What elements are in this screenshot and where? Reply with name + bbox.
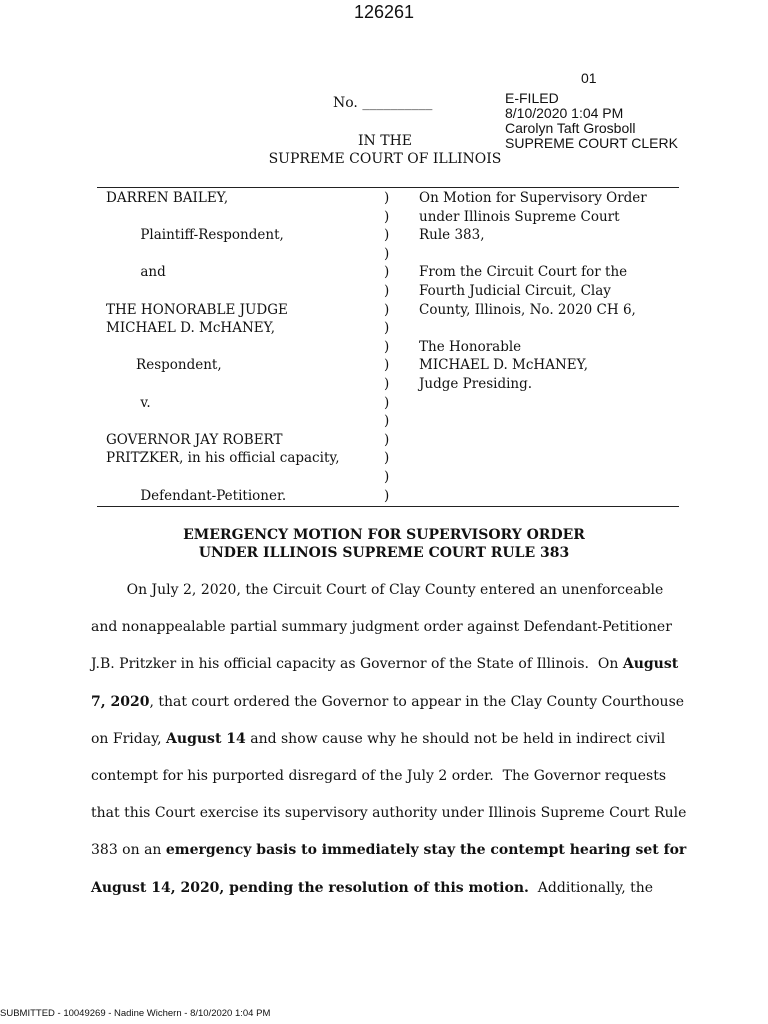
case-number-field: No. __________ <box>333 95 433 111</box>
caption-paren: ) <box>384 282 390 299</box>
body-bold-text: August 14, 2020, pending the resolution of this motion. <box>91 879 529 896</box>
caption-info-line: County, Illinois, No. 2020 CH 6, <box>419 301 636 318</box>
caption-party-line: and <box>106 264 166 281</box>
caption-info-line: Rule 383, <box>419 227 485 244</box>
caption-paren: ) <box>384 468 390 485</box>
efiled-line: Carolyn Taft Grosboll <box>505 120 636 136</box>
body-line <box>91 694 684 710</box>
body-text: that this Court exercise its supervisory authority under Illinois Supreme Court Rule <box>91 805 687 822</box>
court-heading-line: IN THE <box>358 133 412 149</box>
caption-paren: ) <box>384 394 390 411</box>
caption-top-rule <box>97 187 679 188</box>
caption-party-line <box>106 282 340 301</box>
body-line <box>91 619 672 635</box>
caption-court-info <box>419 189 647 394</box>
caption-paren: ) <box>384 208 390 225</box>
body-line <box>91 656 678 672</box>
caption-paren: ) <box>384 338 390 355</box>
caption-parties <box>106 189 340 505</box>
caption-info-line <box>419 319 647 338</box>
caption-paren: ) <box>384 431 390 448</box>
motion-title <box>0 526 768 562</box>
caption-paren: ) <box>384 264 390 281</box>
caption-party-line <box>106 375 340 394</box>
caption-paren: ) <box>384 375 390 392</box>
body-text: and nonappealable partial summary judgment order against Defendant-Petitioner <box>91 619 672 636</box>
caption-info-line: On Motion for Supervisory Order <box>419 190 647 206</box>
body-text: contempt for his purported disregard of the July 2 order. The Governor requests <box>91 768 667 784</box>
caption-party-line <box>106 468 340 487</box>
court-heading-line: SUPREME COURT OF ILLINOIS <box>268 151 502 167</box>
body-line <box>91 880 653 896</box>
body-bold-text: 7, 2020 <box>91 693 150 710</box>
body-text: , that court ordered the Governor to appear in the Clay County Courthouse <box>149 693 685 710</box>
caption-paren: ) <box>384 487 390 504</box>
caption-party-line: Defendant-Petitioner. <box>106 487 287 504</box>
caption-party-line: THE HONORABLE JUDGE <box>106 301 288 318</box>
body-bold-text: August <box>622 656 679 673</box>
caption-bottom-rule <box>97 506 679 507</box>
efiled-line: E-FILED <box>505 90 559 106</box>
caption-info-line: The Honorable <box>419 338 522 355</box>
caption-paren: ) <box>384 357 390 374</box>
efiled-line: SUPREME COURT CLERK <box>505 135 678 151</box>
body-line <box>91 731 665 747</box>
body-text: on Friday, <box>91 730 167 747</box>
caption-party-line: MICHAEL D. McHANEY, <box>106 320 276 337</box>
caption-party-line <box>106 245 340 264</box>
document-id: 126261 <box>353 2 415 22</box>
caption-info-line <box>419 245 647 264</box>
motion-title-line: EMERGENCY MOTION FOR SUPERVISORY ORDER <box>183 527 585 543</box>
body-text: J.B. Pritzker in his official capacity as Governor of the State of Illinois. On <box>91 656 623 673</box>
caption-paren: ) <box>384 301 390 318</box>
filing-number: 01 <box>581 70 597 86</box>
caption-party-line: Respondent, <box>106 357 222 374</box>
body-line <box>91 805 686 821</box>
caption-party-line <box>106 338 340 357</box>
court-heading <box>262 132 508 168</box>
caption-parentheses <box>384 189 389 505</box>
caption-paren: ) <box>384 450 390 467</box>
caption-info-line: Fourth Judicial Circuit, Clay <box>419 282 611 299</box>
caption-info-line: under Illinois Supreme Court <box>419 208 620 225</box>
caption-party-line <box>106 412 340 431</box>
caption-party-line: Plaintiff-Respondent, <box>106 227 284 244</box>
body-text: On July 2, 2020, the Circuit Court of Clay County entered an unenforceable <box>91 582 664 598</box>
caption-paren: ) <box>384 413 390 430</box>
caption-paren: ) <box>384 227 390 244</box>
body-bold-text: August 14 <box>166 730 246 747</box>
body-text: 383 on an <box>91 842 166 859</box>
caption-party-line: v. <box>106 394 151 411</box>
motion-title-line: UNDER ILLINOIS SUPREME COURT RULE 383 <box>198 545 570 561</box>
efiled-line: 8/10/2020 1:04 PM <box>505 105 624 121</box>
body-text: Additionally, the <box>528 879 654 896</box>
caption-party-line: PRITZKER, in his official capacity, <box>106 450 340 467</box>
body-line <box>91 768 666 784</box>
body-bold-text: emergency basis to immediately stay the contempt hearing set for <box>165 842 687 859</box>
body-line <box>91 582 663 598</box>
submission-footer: SUBMITTED - 10049269 - Nadine Wichern - 8/10/2020 1:04 PM <box>0 1008 271 1019</box>
body-line <box>91 842 686 858</box>
caption-paren: ) <box>384 190 390 206</box>
efiled-stamp <box>505 91 678 151</box>
caption-party-line: DARREN BAILEY, <box>106 190 229 206</box>
caption-party-line <box>106 208 340 227</box>
body-text: and show cause why he should not be held in indirect civil <box>245 730 666 747</box>
caption-paren: ) <box>384 245 390 262</box>
caption-info-line: From the Circuit Court for the <box>419 264 628 281</box>
caption-info-line: MICHAEL D. McHANEY, <box>419 357 589 374</box>
caption-info-line: Judge Presiding. <box>419 375 533 392</box>
caption-party-line: GOVERNOR JAY ROBERT <box>106 431 283 448</box>
caption-paren: ) <box>384 320 390 337</box>
